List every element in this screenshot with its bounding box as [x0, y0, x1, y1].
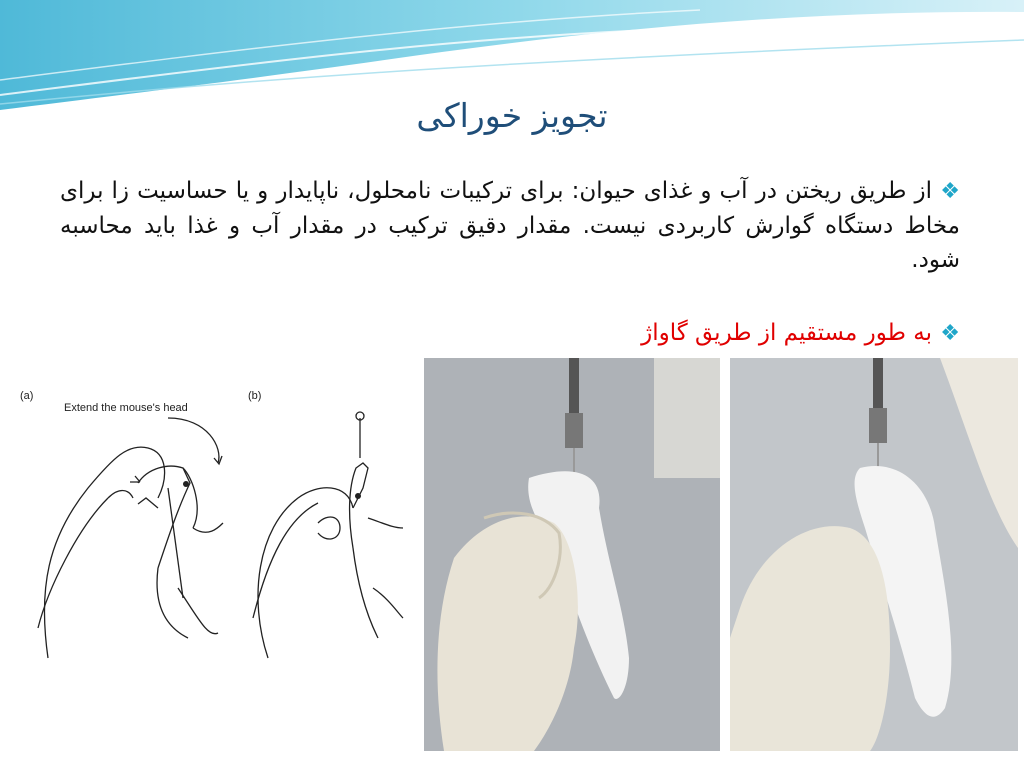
- gloved-hand-mouse-photo: [424, 358, 720, 751]
- bullet-text-1: از طریق ریختن در آب و غذای حیوان: برای ترکیبات نامحلول، ناپایدار و یا حساسیت زا برای مخاط دستگاه گوارش کاربردی نیست. مقدار دقیق ترکیب در مقدار آب و غذا باید محاسبه شود.: [60, 178, 960, 273]
- gavage-technique-illustration: [18, 388, 415, 680]
- figure-label-a: (a): [20, 390, 34, 402]
- gavage-photo-2: [730, 358, 1018, 751]
- bullet-item-1: [60, 174, 960, 277]
- slide-title: تجویز خوراکی: [416, 96, 608, 135]
- figure-label-b: (b): [248, 390, 262, 402]
- diamond-bullet-icon: ❖: [940, 179, 960, 204]
- hand-holding-mouse-drawing: [18, 388, 415, 680]
- bullet-item-2: [160, 316, 960, 351]
- gloved-hand-mouse-photo-side: [730, 358, 1018, 751]
- diamond-bullet-icon: ❖: [940, 321, 960, 346]
- figure-caption: Extend the mouse's head: [64, 402, 188, 414]
- gavage-photo-1: [424, 358, 720, 751]
- bullet-text-2: به طور مستقیم از طریق گاواژ: [641, 320, 932, 346]
